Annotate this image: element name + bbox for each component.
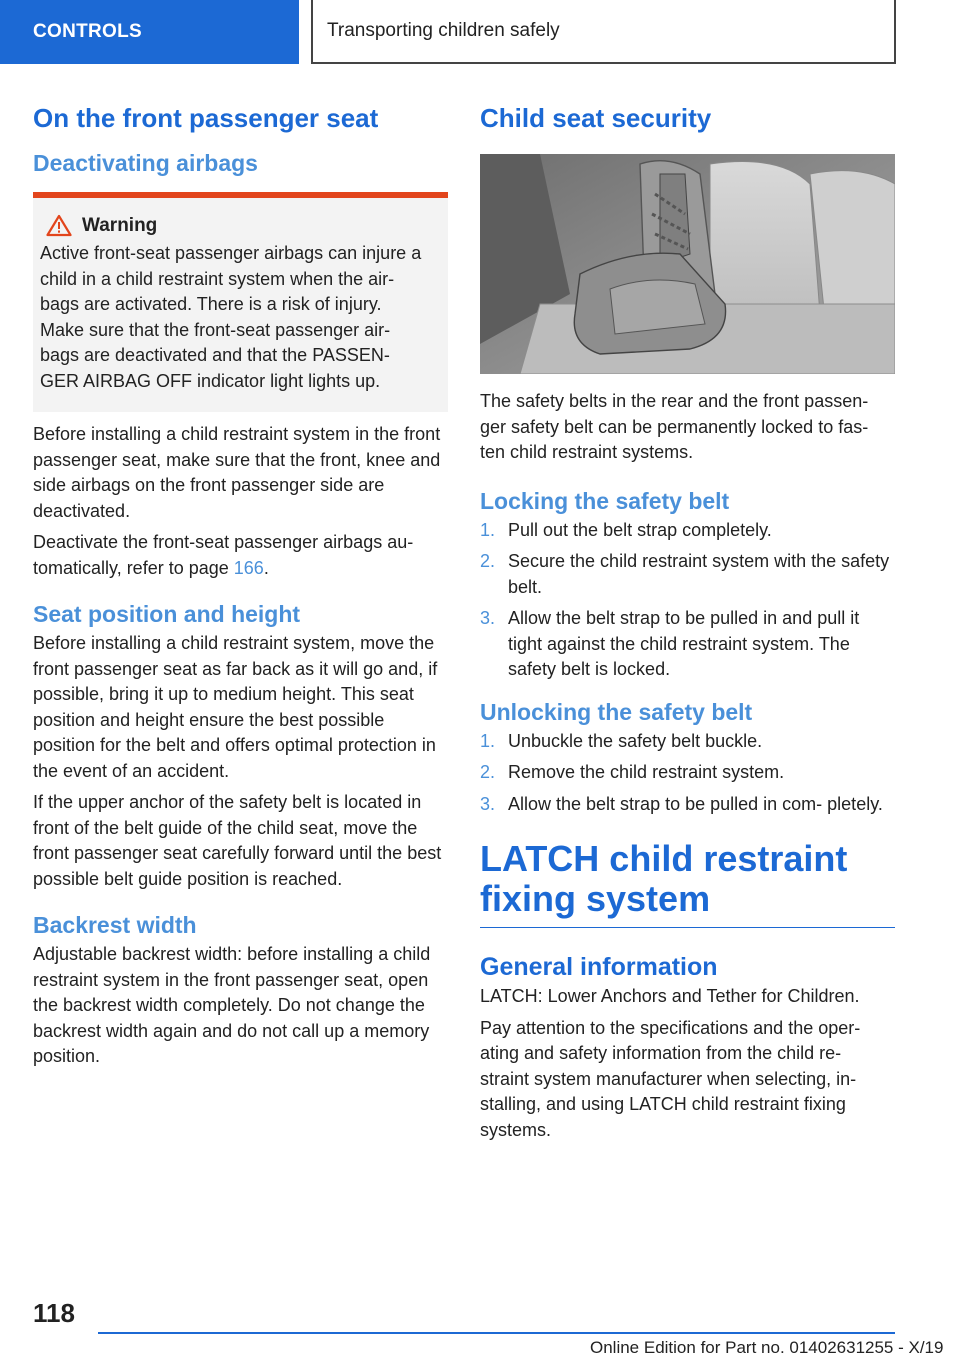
- warning-triangle-icon: [46, 214, 72, 237]
- paragraph-backrest-width: Adjustable backrest width: before installing a child restraint system in the front passenger seat, open the backrest width completely. Do not change the backrest width again and do not call up a memory position.: [33, 944, 431, 1066]
- header-section-tab: [0, 0, 299, 64]
- section-heading: On the front passenger seat: [33, 103, 379, 133]
- subheading-locking-safety-belt: Locking the safety belt: [480, 487, 730, 514]
- step-text: Remove the child restraint system.: [508, 762, 785, 782]
- left-column: [33, 96, 448, 1070]
- warning-title: Warning: [82, 214, 158, 236]
- subheading-general-information: General information: [480, 953, 718, 981]
- chapter-title: Transporting children safely: [327, 20, 560, 41]
- list-item: [480, 606, 895, 683]
- warning-box: [33, 192, 448, 412]
- page-reference-link[interactable]: 166: [233, 557, 264, 578]
- paragraph-deactivate-reference: [33, 530, 448, 581]
- step-number: 3.: [480, 793, 496, 814]
- paragraph-seat-position: Before installing a child restraint system, move the front passenger seat as far back as it will go and, if possible, bring it up to medium height. This seat position and height ensure the best possible position for the belt and offers optimal protection in the event of an accident.: [33, 633, 438, 781]
- warning-line: bags are activated. There is a risk of injury.: [40, 294, 382, 314]
- unlocking-steps-list: [480, 729, 895, 818]
- paragraph-before-installing: Before installing a child restraint system in the front passenger seat, make sure that the front, knee and side airbags on the front passenger side are deactivated.: [33, 424, 441, 521]
- warning-title-row: [40, 214, 441, 237]
- paragraph-upper-anchor: If the upper anchor of the safety belt is located in front of the belt guide of the child seat, move the front passenger seat carefully forward until the best possible belt guide position is reached.: [33, 792, 442, 889]
- heading-rule: [480, 927, 895, 928]
- step-text: Allow the belt strap to be pulled in and pull it tight against the child restraint system. The safety belt is locked.: [508, 608, 860, 679]
- paragraph-latch-definition: LATCH: Lower Anchors and Tether for Children.: [480, 986, 860, 1006]
- subheading-deactivating-airbags: Deactivating airbags: [33, 150, 258, 176]
- step-number: 3.: [480, 608, 496, 628]
- warning-line: child in a child restraint system when the air-: [40, 268, 395, 289]
- subheading-unlocking-safety-belt: Unlocking the safety belt: [480, 698, 753, 725]
- list-item: [480, 729, 895, 755]
- page-number: 118: [33, 1298, 75, 1328]
- subheading-backrest-width: Backrest width: [33, 912, 197, 938]
- warning-line: Make sure that the front-seat passenger air-: [40, 319, 391, 340]
- list-item: [480, 760, 895, 786]
- step-text: Pull out the belt strap completely.: [508, 519, 772, 540]
- list-item: [480, 549, 895, 600]
- paragraph-safety-belts-locked: The safety belts in the rear and the front passen- ger safety belt can be permanently locked to fas- ten child restraint systems.: [480, 391, 869, 462]
- paragraph-specifications: Pay attention to the specifications and the oper- ating and safety information from the child re- straint system manufacturer when selecting, in- stalling, and using LATCH child restraint fixing systems.: [480, 1017, 861, 1140]
- edition-footer: Online Edition for Part no. 01402631255 - X/19: [590, 1338, 944, 1357]
- child-seat-security-heading: Child seat security: [480, 103, 712, 133]
- right-column: [480, 96, 895, 1143]
- latch-heading: LATCH child restraint fixing system: [480, 838, 848, 919]
- warning-line: Active front-seat passenger airbags can injure a: [40, 243, 422, 263]
- child-seat-illustration: [480, 154, 895, 374]
- warning-line: GER AIRBAG OFF indicator light lights up.: [40, 370, 381, 391]
- header-chapter-box: [311, 0, 896, 64]
- step-text: Secure the child restraint system with the safety belt.: [508, 551, 890, 597]
- locking-steps-list: [480, 518, 895, 683]
- subheading-seat-position: Seat position and height: [33, 601, 301, 627]
- step-number: 2.: [480, 762, 496, 782]
- reference-text: Deactivate the front-seat passenger airbags au- tomatically, refer to page: [33, 532, 414, 578]
- section-label: CONTROLS: [33, 21, 143, 42]
- step-number: 1.: [480, 730, 496, 751]
- step-text: Allow the belt strap to be pulled in com- pletely.: [508, 793, 883, 814]
- footer-rule: [98, 1332, 895, 1334]
- step-text: Unbuckle the safety belt buckle.: [508, 730, 763, 751]
- step-number: 1.: [480, 519, 496, 540]
- reference-end: .: [263, 557, 269, 578]
- warning-line: bags are deactivated and that the PASSEN-: [40, 345, 390, 365]
- step-number: 2.: [480, 551, 496, 571]
- list-item: [480, 518, 895, 544]
- list-item: [480, 792, 895, 818]
